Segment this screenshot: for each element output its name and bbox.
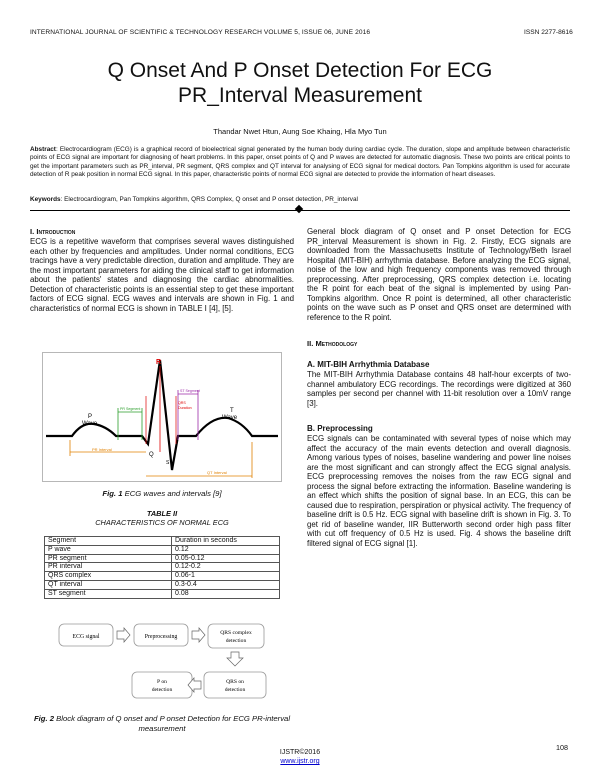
section-1-heading <box>30 227 75 236</box>
block-diagram-figure <box>58 618 290 704</box>
authors: Thandar Nwet Htun, Aung Soe Khaing, Hla Myo Tun <box>213 127 387 136</box>
table-cell: 0.05-0.12 <box>172 554 280 563</box>
keywords-text: : Electrocardiogram, Pan Tompkins algorithm, QRS Complex, Q onset and P onset detection, PR_interval <box>60 196 358 203</box>
footer-code: IJSTR©2016 <box>279 749 321 756</box>
table-row <box>45 589 280 598</box>
subsection-a-heading: A. MIT-BIH Arrhythmia Database <box>307 360 430 369</box>
fig1-label: Fig. 1 <box>102 489 123 498</box>
fig2-caption-text: Block diagram of Q onset and P onset Detection for ECG PR-interval measurement <box>54 714 291 733</box>
title-line-2: PR_Interval Measurement <box>178 84 422 107</box>
pr-segment-label: PR Segment <box>120 407 141 411</box>
table-cell: QT interval <box>45 580 172 589</box>
table-cell: QRS complex <box>45 572 172 581</box>
p-wave-label: Wave <box>82 421 98 427</box>
table-cell: 0.12 <box>172 545 280 554</box>
qrs-detection-line2: detection <box>225 638 247 644</box>
qrs-duration-label: Duration <box>178 406 192 410</box>
fig1-caption-text: ECG waves and intervals [9] <box>122 489 222 498</box>
keywords-label: Keywords <box>30 196 61 203</box>
section-1-title: Introduction <box>36 227 76 236</box>
intro-paragraph: ECG is a repetitive waveform that comprises several waves distinguished each other by frequencies and amplitudes. Under normal conditions, ECG tracings have a very predictable direction, duration and amplitude. They are the most important parameters for aiding the clinical staff to get information about the patients' states and diagnosing the cardiac abnormalities. Detection of characteristic points is an essential step to get these important factors of ECG signal. ECG waves and intervals are shown in Fig. 1 and characteristics of normal ECG is shown in TABLE I [4], [5]. <box>30 237 294 313</box>
table-row <box>45 545 280 554</box>
qt-interval-label: QT Interval <box>207 470 227 475</box>
p-label: P <box>88 414 93 420</box>
subsection-a-paragraph: The MIT-BIH Arrhythmia Database contains 48 half-hour excerpts of two-channel ambulatory ECG recordings. The recordings were digitized at 360 samples per second per channel with 11-bit resolution over a 10mV range [3]. <box>307 370 571 408</box>
r-label: R <box>156 359 162 366</box>
qrs-detection-line1: QRS complex <box>220 630 252 636</box>
journal-header: INTERNATIONAL JOURNAL OF SCIENTIFIC & TECHNOLOGY RESEARCH VOLUME 5, ISSUE 06, JUNE 2016 <box>30 29 371 36</box>
table-header-cell: Duration in seconds <box>172 537 280 546</box>
q-onset-block <box>204 672 266 698</box>
abstract-text: : Electrocardiogram (ECG) is a graphical record of bioelectrical signal generated by the human body during cardiac cycle. The duration, slope and amplitude between characteristic points of ECG signal are important for diagnosing of heart problems. In this paper, onset points of Q and P waves are detected for automatic diagnosis. These two points are critical points to get the important parameters such as PR_interval, PR segment, QRS complex and QT interval for analysing of ECG signal for medical doctors. Pan Tompkins algorithm is used for accurate detection of R peak position in normal ECG signal. In this paper, characteristic points of normal ECG signal are detected to provide the information of heart diseases. <box>30 146 570 179</box>
q-onset-line2: detection <box>224 687 246 693</box>
issn: ISSN 2277-8616 <box>524 29 573 36</box>
p-onset-line2: detection <box>151 687 173 693</box>
table-cell: 0.06-1 <box>172 572 280 581</box>
section-2-title: Methodology <box>315 339 358 348</box>
table-cell: 0.12-0.2 <box>172 563 280 572</box>
website-link[interactable]: www.ijstr.org <box>280 758 320 765</box>
p-onset-line1: P on <box>157 679 167 685</box>
table-row <box>45 580 280 589</box>
paper-title <box>0 58 600 108</box>
right-intro-paragraph: General block diagram of Q onset and P onset Detection for ECG PR_interval Measurement is shown in Fig. 2. Firstly, ECG signals are downloaded from the Massachusetts Institute of Technology/Beth Israel Hospital (MIT-BIH) arrhythmia database. Before analyzing the ECG signal, noise of the low and high frequency components was removed through preprocessing. After preprocessing, QRS complex detection i.e. locating the R point for each beat of the signal is implemented by using Pan-Tompkins algorithm. Once R point is determined, all other characteristic points on the wave such as P onset and QRS onset are determined with reference to the R point. <box>307 227 571 322</box>
abstract <box>30 146 570 180</box>
pr-interval-label: PR Interval <box>92 447 112 452</box>
arrow-down <box>227 652 243 666</box>
t-wave-label: Wave <box>222 415 238 421</box>
q-onset-line1: QRS on <box>226 679 244 685</box>
fig2-label: Fig. 2 <box>33 714 55 723</box>
subsection-b-paragraph: ECG signals can be contaminated with several types of noise which may affect the accuracy of the main events detection and overall diagnosis. Among various types of noises, baseline wandering and power line noises are the most significant and can strongly affect the ECG signal analysis. ECG preprocessing removes the noises from the raw ECG signal and process the signal before extracting the information. Baseline wandering is an effect which shifts the position of signal base. In an ECG, this can be caused due to respiration, perspiration or physical activity. The frequency of baseline drift is 0.5 Hz. ECG signal with baseline drift is shown in Fig. 3. To get rid of baseline wander, IIR Butterworth second order high pass filter with cut off frequency of 0.5 Hz is used. Fig. 4 shows the baseline drift filtered signal of ECG signal [1]. <box>307 434 571 548</box>
section-2-heading <box>307 339 357 348</box>
table-row <box>45 572 280 581</box>
ecg-waveform-figure <box>42 352 282 482</box>
st-segment-label: ST Segment <box>180 389 200 393</box>
arrow-right-2 <box>192 628 205 642</box>
table-cell: PR segment <box>45 554 172 563</box>
ecg-signal-block-label: ECG signal <box>72 634 100 640</box>
qrs-label: QRS <box>178 401 186 405</box>
separator-diamond <box>295 205 303 213</box>
keywords <box>30 196 570 203</box>
s-label: S <box>166 460 170 466</box>
q-label: Q <box>149 452 154 458</box>
table-header-cell: Segment <box>45 537 172 546</box>
table-cell: P wave <box>45 545 172 554</box>
table-cell: PR interval <box>45 563 172 572</box>
t-label: T <box>230 408 234 414</box>
table-title: TABLE II <box>146 509 178 518</box>
table-row <box>45 563 280 572</box>
table-subtitle: CHARACTERISTICS OF NORMAL ECG <box>95 518 229 527</box>
fig1-caption <box>30 489 294 498</box>
page-number: 108 <box>556 743 568 752</box>
abstract-label: Abstract <box>30 146 56 153</box>
table-cell: 0.3-0.4 <box>172 580 280 589</box>
table-header-row <box>45 537 280 546</box>
footer-link-wrap <box>0 758 600 765</box>
table-cell: 0.08 <box>172 589 280 598</box>
preprocessing-block-label: Preprocessing <box>144 634 178 640</box>
section-2-number: II. <box>307 339 316 348</box>
table-cell: ST segment <box>45 589 172 598</box>
table-caption <box>30 509 294 527</box>
qrs-detection-block <box>208 624 264 648</box>
fig2-caption <box>30 714 294 733</box>
title-line-1: Q Onset And P Onset Detection For ECG <box>107 59 493 82</box>
ecg-characteristics-table <box>44 536 280 599</box>
subsection-b-heading: B. Preprocessing <box>307 424 373 433</box>
p-onset-block <box>132 672 192 698</box>
arrow-right-1 <box>117 628 130 642</box>
table-row <box>45 554 280 563</box>
section-1-number: I. <box>30 227 37 236</box>
